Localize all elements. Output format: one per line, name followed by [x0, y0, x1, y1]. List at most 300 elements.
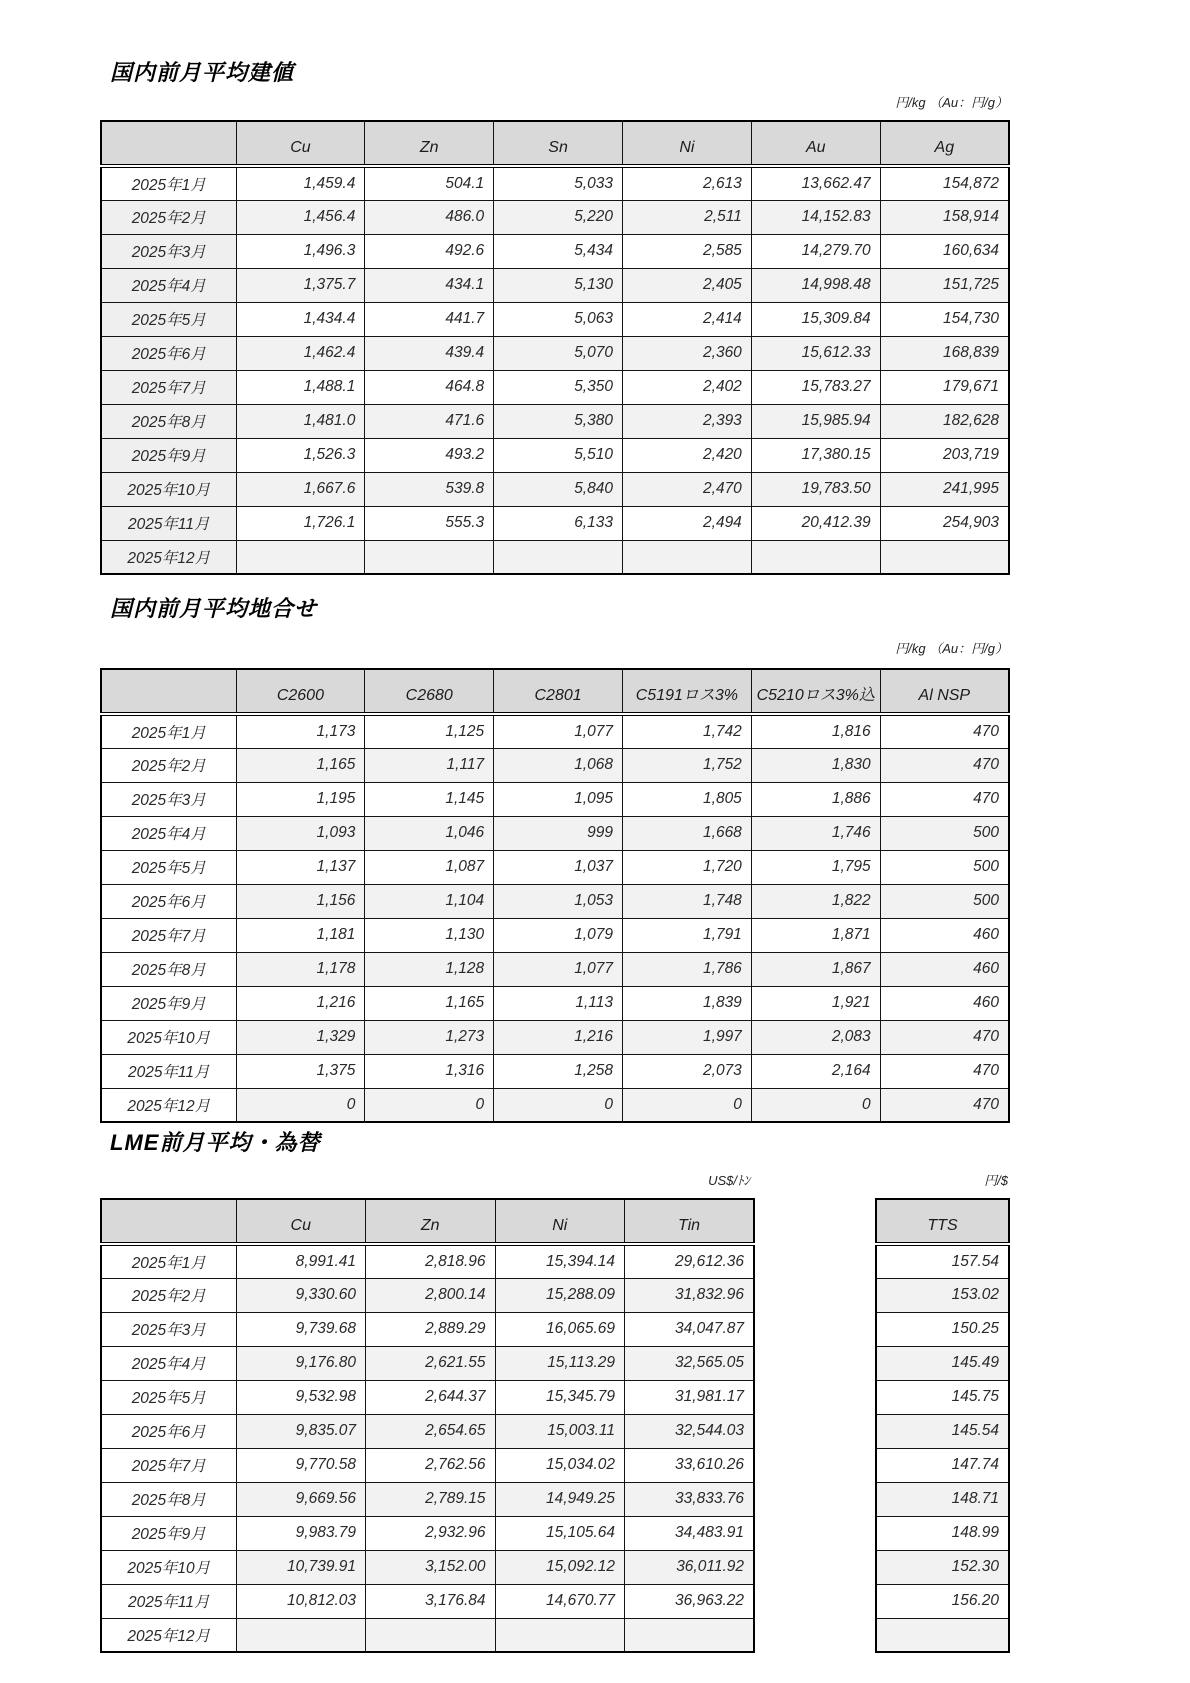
value-cell: 15,288.09: [495, 1278, 625, 1312]
tts-value-cell: 156.20: [876, 1584, 1009, 1618]
table-row: [101, 850, 1009, 884]
month-cell: 2025年5月: [101, 850, 236, 884]
value-cell: 14,670.77: [495, 1584, 625, 1618]
value-cell: 2,420: [622, 438, 751, 472]
month-cell: 2025年7月: [101, 370, 236, 404]
value-cell: 5,070: [494, 336, 623, 370]
value-cell: 160,634: [880, 234, 1009, 268]
column-header: Cu: [236, 1199, 366, 1244]
section-title-domestic-tatene: 国内前月平均建値: [110, 60, 295, 85]
value-cell: 154,730: [880, 302, 1009, 336]
month-cell: 2025年1月: [101, 166, 236, 200]
column-header: Ni: [495, 1199, 625, 1244]
value-cell: 504.1: [365, 166, 494, 200]
table-row: [101, 336, 1009, 370]
table-row: [101, 438, 1009, 472]
value-cell: 1,165: [236, 748, 365, 782]
value-cell: 14,279.70: [751, 234, 880, 268]
value-cell: 1,037: [494, 850, 623, 884]
value-cell: 14,949.25: [495, 1482, 625, 1516]
table-body: [101, 714, 1009, 1122]
value-cell: 1,117: [365, 748, 494, 782]
value-cell: 1,726.1: [236, 506, 365, 540]
month-cell: 2025年4月: [101, 816, 236, 850]
table-lme: [100, 1198, 755, 1653]
column-header: Zn: [366, 1199, 496, 1244]
value-cell: 0: [494, 1088, 623, 1122]
month-cell: 2025年12月: [101, 1088, 236, 1122]
tts-value-cell: 145.75: [876, 1380, 1009, 1414]
table-row: [101, 370, 1009, 404]
value-cell: 1,667.6: [236, 472, 365, 506]
table-body: [101, 1244, 754, 1652]
month-cell: 2025年11月: [101, 506, 236, 540]
value-cell: 999: [494, 816, 623, 850]
column-header: Tin: [625, 1199, 755, 1244]
table-row: [101, 1244, 754, 1278]
value-cell: 2,932.96: [366, 1516, 496, 1550]
value-cell: 31,981.17: [625, 1380, 755, 1414]
value-cell: 1,077: [494, 952, 623, 986]
value-cell: 36,963.22: [625, 1584, 755, 1618]
table-row: [876, 1618, 1009, 1652]
value-cell: 2,613: [622, 166, 751, 200]
value-cell: 1,375.7: [236, 268, 365, 302]
value-cell: 15,345.79: [495, 1380, 625, 1414]
table-row: [101, 234, 1009, 268]
value-cell: 555.3: [365, 506, 494, 540]
month-cell: 2025年4月: [101, 1346, 236, 1380]
value-cell: 1,886: [751, 782, 880, 816]
table-domestic-jiawase: [100, 668, 1010, 1123]
value-cell: 1,130: [365, 918, 494, 952]
month-cell: 2025年2月: [101, 748, 236, 782]
table-row: [101, 506, 1009, 540]
value-cell: 17,380.15: [751, 438, 880, 472]
column-header: C2600: [236, 669, 365, 714]
value-cell: 15,612.33: [751, 336, 880, 370]
value-cell: 1,786: [622, 952, 751, 986]
value-cell: 1,830: [751, 748, 880, 782]
value-cell: 439.4: [365, 336, 494, 370]
month-cell: 2025年9月: [101, 1516, 236, 1550]
value-cell: 2,511: [622, 200, 751, 234]
value-cell: 33,610.26: [625, 1448, 755, 1482]
table-row: [101, 1346, 754, 1380]
table-row: [101, 1414, 754, 1448]
value-cell: 2,360: [622, 336, 751, 370]
value-cell: 1,068: [494, 748, 623, 782]
tts-value-cell: [876, 1618, 1009, 1652]
tts-value-cell: 148.71: [876, 1482, 1009, 1516]
value-cell: 1,195: [236, 782, 365, 816]
value-cell: 1,526.3: [236, 438, 365, 472]
value-cell: 1,805: [622, 782, 751, 816]
value-cell: 434.1: [365, 268, 494, 302]
section-title-lme: LME前月平均・為替: [110, 1130, 321, 1155]
value-cell: 1,181: [236, 918, 365, 952]
month-cell: 2025年11月: [101, 1054, 236, 1088]
value-cell: 1,921: [751, 986, 880, 1020]
value-cell: 2,164: [751, 1054, 880, 1088]
value-cell: 179,671: [880, 370, 1009, 404]
month-cell: 2025年7月: [101, 918, 236, 952]
table-row: [101, 1054, 1009, 1088]
value-cell: [880, 540, 1009, 574]
value-cell: 1,316: [365, 1054, 494, 1088]
value-cell: 2,789.15: [366, 1482, 496, 1516]
value-cell: 1,752: [622, 748, 751, 782]
table-row: [101, 1482, 754, 1516]
value-cell: 1,053: [494, 884, 623, 918]
value-cell: [495, 1618, 625, 1652]
value-cell: 1,668: [622, 816, 751, 850]
value-cell: 9,983.79: [236, 1516, 366, 1550]
value-cell: 1,077: [494, 714, 623, 748]
value-cell: [751, 540, 880, 574]
value-cell: 168,839: [880, 336, 1009, 370]
value-cell: 15,309.84: [751, 302, 880, 336]
column-header: Al NSP: [880, 669, 1009, 714]
table-row: [101, 986, 1009, 1020]
value-cell: 500: [880, 884, 1009, 918]
value-cell: [366, 1618, 496, 1652]
value-cell: 470: [880, 748, 1009, 782]
header-row: [101, 669, 1009, 714]
value-cell: [625, 1618, 755, 1652]
value-cell: 2,762.56: [366, 1448, 496, 1482]
table-row: [101, 1088, 1009, 1122]
corner-cell: [101, 669, 236, 714]
table-row: [101, 1312, 754, 1346]
unit-label-domestic-tatene: 円/kg （Au：円/g）: [895, 95, 1008, 110]
value-cell: 1,046: [365, 816, 494, 850]
value-cell: 2,393: [622, 404, 751, 438]
month-cell: 2025年12月: [101, 540, 236, 574]
value-cell: 1,742: [622, 714, 751, 748]
value-cell: 1,128: [365, 952, 494, 986]
value-cell: 1,746: [751, 816, 880, 850]
column-header: C5210ロス3%込: [751, 669, 880, 714]
value-cell: 2,621.55: [366, 1346, 496, 1380]
value-cell: 1,434.4: [236, 302, 365, 336]
value-cell: 9,330.60: [236, 1278, 366, 1312]
table-row: [101, 816, 1009, 850]
table-row: [101, 302, 1009, 336]
column-header: Ni: [622, 121, 751, 166]
value-cell: 0: [622, 1088, 751, 1122]
table-row: [101, 782, 1009, 816]
tts-value-cell: 148.99: [876, 1516, 1009, 1550]
value-cell: 9,176.80: [236, 1346, 366, 1380]
value-cell: 5,220: [494, 200, 623, 234]
value-cell: 1,258: [494, 1054, 623, 1088]
value-cell: 16,065.69: [495, 1312, 625, 1346]
value-cell: [236, 1618, 366, 1652]
value-cell: 15,985.94: [751, 404, 880, 438]
table-row: [101, 714, 1009, 748]
value-cell: [365, 540, 494, 574]
table-row: [101, 918, 1009, 952]
value-cell: 8,991.41: [236, 1244, 366, 1278]
table-row: [101, 540, 1009, 574]
month-cell: 2025年10月: [101, 472, 236, 506]
value-cell: 32,565.05: [625, 1346, 755, 1380]
value-cell: 3,152.00: [366, 1550, 496, 1584]
column-header-tts: TTS: [876, 1199, 1009, 1244]
value-cell: 1,079: [494, 918, 623, 952]
value-cell: 1,481.0: [236, 404, 365, 438]
table-row: [876, 1516, 1009, 1550]
value-cell: 5,380: [494, 404, 623, 438]
value-cell: 36,011.92: [625, 1550, 755, 1584]
value-cell: 1,137: [236, 850, 365, 884]
corner-cell: [101, 1199, 236, 1244]
table-row: [876, 1312, 1009, 1346]
value-cell: 2,585: [622, 234, 751, 268]
value-cell: 5,350: [494, 370, 623, 404]
month-cell: 2025年8月: [101, 952, 236, 986]
month-cell: 2025年2月: [101, 200, 236, 234]
value-cell: 9,770.58: [236, 1448, 366, 1482]
column-header: Zn: [365, 121, 494, 166]
month-cell: 2025年6月: [101, 1414, 236, 1448]
value-cell: 1,462.4: [236, 336, 365, 370]
value-cell: 1,375: [236, 1054, 365, 1088]
month-cell: 2025年2月: [101, 1278, 236, 1312]
value-cell: 154,872: [880, 166, 1009, 200]
value-cell: 1,145: [365, 782, 494, 816]
value-cell: 1,871: [751, 918, 880, 952]
value-cell: 2,470: [622, 472, 751, 506]
tts-value-cell: 147.74: [876, 1448, 1009, 1482]
column-header: Au: [751, 121, 880, 166]
tts-value-cell: 152.30: [876, 1550, 1009, 1584]
table-row: [101, 1550, 754, 1584]
header-row: [101, 1199, 754, 1244]
value-cell: 151,725: [880, 268, 1009, 302]
month-cell: 2025年3月: [101, 234, 236, 268]
value-cell: [622, 540, 751, 574]
value-cell: 29,612.36: [625, 1244, 755, 1278]
month-cell: 2025年1月: [101, 714, 236, 748]
value-cell: 2,800.14: [366, 1278, 496, 1312]
month-cell: 2025年8月: [101, 404, 236, 438]
value-cell: 2,494: [622, 506, 751, 540]
tts-value-cell: 145.49: [876, 1346, 1009, 1380]
month-cell: 2025年3月: [101, 1312, 236, 1346]
table-row: [101, 952, 1009, 986]
value-cell: 470: [880, 782, 1009, 816]
value-cell: 34,483.91: [625, 1516, 755, 1550]
value-cell: 15,113.29: [495, 1346, 625, 1380]
month-cell: 2025年11月: [101, 1584, 236, 1618]
value-cell: 9,532.98: [236, 1380, 366, 1414]
table-row: [101, 268, 1009, 302]
unit-label-yen-per-dollar: 円/$: [984, 1173, 1008, 1188]
value-cell: 460: [880, 986, 1009, 1020]
tts-value-cell: 145.54: [876, 1414, 1009, 1448]
value-cell: 13,662.47: [751, 166, 880, 200]
table-row: [876, 1414, 1009, 1448]
value-cell: 14,152.83: [751, 200, 880, 234]
table-row: [876, 1550, 1009, 1584]
value-cell: 3,176.84: [366, 1584, 496, 1618]
value-cell: 1,997: [622, 1020, 751, 1054]
table-row: [876, 1482, 1009, 1516]
value-cell: 5,510: [494, 438, 623, 472]
table-row: [101, 748, 1009, 782]
value-cell: 539.8: [365, 472, 494, 506]
value-cell: 15,092.12: [495, 1550, 625, 1584]
value-cell: 2,654.65: [366, 1414, 496, 1448]
value-cell: 2,644.37: [366, 1380, 496, 1414]
table-row: [101, 1020, 1009, 1054]
table-row: [876, 1448, 1009, 1482]
value-cell: 9,739.68: [236, 1312, 366, 1346]
column-header: Cu: [236, 121, 365, 166]
month-cell: 2025年6月: [101, 884, 236, 918]
value-cell: 1,795: [751, 850, 880, 884]
value-cell: 1,822: [751, 884, 880, 918]
value-cell: 15,034.02: [495, 1448, 625, 1482]
value-cell: 493.2: [365, 438, 494, 472]
value-cell: 471.6: [365, 404, 494, 438]
value-cell: 2,405: [622, 268, 751, 302]
value-cell: [236, 540, 365, 574]
value-cell: 5,033: [494, 166, 623, 200]
value-cell: 500: [880, 850, 1009, 884]
value-cell: 1,216: [494, 1020, 623, 1054]
value-cell: 254,903: [880, 506, 1009, 540]
value-cell: 500: [880, 816, 1009, 850]
month-cell: 2025年3月: [101, 782, 236, 816]
value-cell: 1,113: [494, 986, 623, 1020]
value-cell: 1,216: [236, 986, 365, 1020]
value-cell: 2,889.29: [366, 1312, 496, 1346]
month-cell: 2025年5月: [101, 1380, 236, 1414]
table-row: [101, 1618, 754, 1652]
value-cell: 10,812.03: [236, 1584, 366, 1618]
value-cell: 5,840: [494, 472, 623, 506]
table-row: [101, 1516, 754, 1550]
value-cell: 1,156: [236, 884, 365, 918]
table-row: [101, 1380, 754, 1414]
table-row: [876, 1346, 1009, 1380]
value-cell: 1,720: [622, 850, 751, 884]
table-row: [101, 200, 1009, 234]
header-row: [101, 121, 1009, 166]
value-cell: 1,087: [365, 850, 494, 884]
value-cell: 15,394.14: [495, 1244, 625, 1278]
table-row: [101, 166, 1009, 200]
value-cell: 441.7: [365, 302, 494, 336]
value-cell: 5,434: [494, 234, 623, 268]
value-cell: 1,748: [622, 884, 751, 918]
table-row: [876, 1278, 1009, 1312]
value-cell: 9,669.56: [236, 1482, 366, 1516]
value-cell: 15,783.27: [751, 370, 880, 404]
value-cell: 2,073: [622, 1054, 751, 1088]
unit-label-lme-usd-per-ton: US$/ﾄﾝ: [708, 1173, 750, 1188]
value-cell: 1,839: [622, 986, 751, 1020]
value-cell: 470: [880, 1054, 1009, 1088]
value-cell: 19,783.50: [751, 472, 880, 506]
column-header: Ag: [880, 121, 1009, 166]
value-cell: 33,833.76: [625, 1482, 755, 1516]
value-cell: 182,628: [880, 404, 1009, 438]
value-cell: 1,456.4: [236, 200, 365, 234]
value-cell: 1,459.4: [236, 166, 365, 200]
table-body: [876, 1244, 1009, 1652]
value-cell: 1,095: [494, 782, 623, 816]
table-row: [101, 404, 1009, 438]
value-cell: 460: [880, 952, 1009, 986]
value-cell: 1,165: [365, 986, 494, 1020]
value-cell: 1,791: [622, 918, 751, 952]
value-cell: 203,719: [880, 438, 1009, 472]
value-cell: 10,739.91: [236, 1550, 366, 1584]
value-cell: 6,133: [494, 506, 623, 540]
table-row: [101, 1448, 754, 1482]
tts-value-cell: 153.02: [876, 1278, 1009, 1312]
value-cell: 1,867: [751, 952, 880, 986]
value-cell: 1,488.1: [236, 370, 365, 404]
value-cell: 34,047.87: [625, 1312, 755, 1346]
table-row: [101, 884, 1009, 918]
value-cell: 0: [365, 1088, 494, 1122]
value-cell: 492.6: [365, 234, 494, 268]
value-cell: 20,412.39: [751, 506, 880, 540]
month-cell: 2025年1月: [101, 1244, 236, 1278]
table-row: [876, 1244, 1009, 1278]
table-tts: [875, 1198, 1010, 1653]
value-cell: 1,093: [236, 816, 365, 850]
column-header: Sn: [494, 121, 623, 166]
value-cell: 0: [236, 1088, 365, 1122]
tts-value-cell: 157.54: [876, 1244, 1009, 1278]
value-cell: 2,818.96: [366, 1244, 496, 1278]
value-cell: 31,832.96: [625, 1278, 755, 1312]
value-cell: 470: [880, 714, 1009, 748]
table-row: [876, 1584, 1009, 1618]
value-cell: 1,178: [236, 952, 365, 986]
column-header: C2680: [365, 669, 494, 714]
section-title-domestic-jiawase: 国内前月平均地合せ: [110, 596, 318, 621]
month-cell: 2025年8月: [101, 1482, 236, 1516]
value-cell: 460: [880, 918, 1009, 952]
value-cell: 1,816: [751, 714, 880, 748]
value-cell: 0: [751, 1088, 880, 1122]
table-row: [101, 472, 1009, 506]
value-cell: 158,914: [880, 200, 1009, 234]
value-cell: 9,835.07: [236, 1414, 366, 1448]
column-header: C2801: [494, 669, 623, 714]
value-cell: 1,496.3: [236, 234, 365, 268]
value-cell: 1,273: [365, 1020, 494, 1054]
table-row: [876, 1380, 1009, 1414]
value-cell: 2,083: [751, 1020, 880, 1054]
value-cell: 1,329: [236, 1020, 365, 1054]
value-cell: 464.8: [365, 370, 494, 404]
value-cell: 15,105.64: [495, 1516, 625, 1550]
value-cell: 1,104: [365, 884, 494, 918]
value-cell: 32,544.03: [625, 1414, 755, 1448]
table-body: [101, 166, 1009, 574]
header-row: [876, 1199, 1009, 1244]
value-cell: 470: [880, 1020, 1009, 1054]
value-cell: 2,414: [622, 302, 751, 336]
